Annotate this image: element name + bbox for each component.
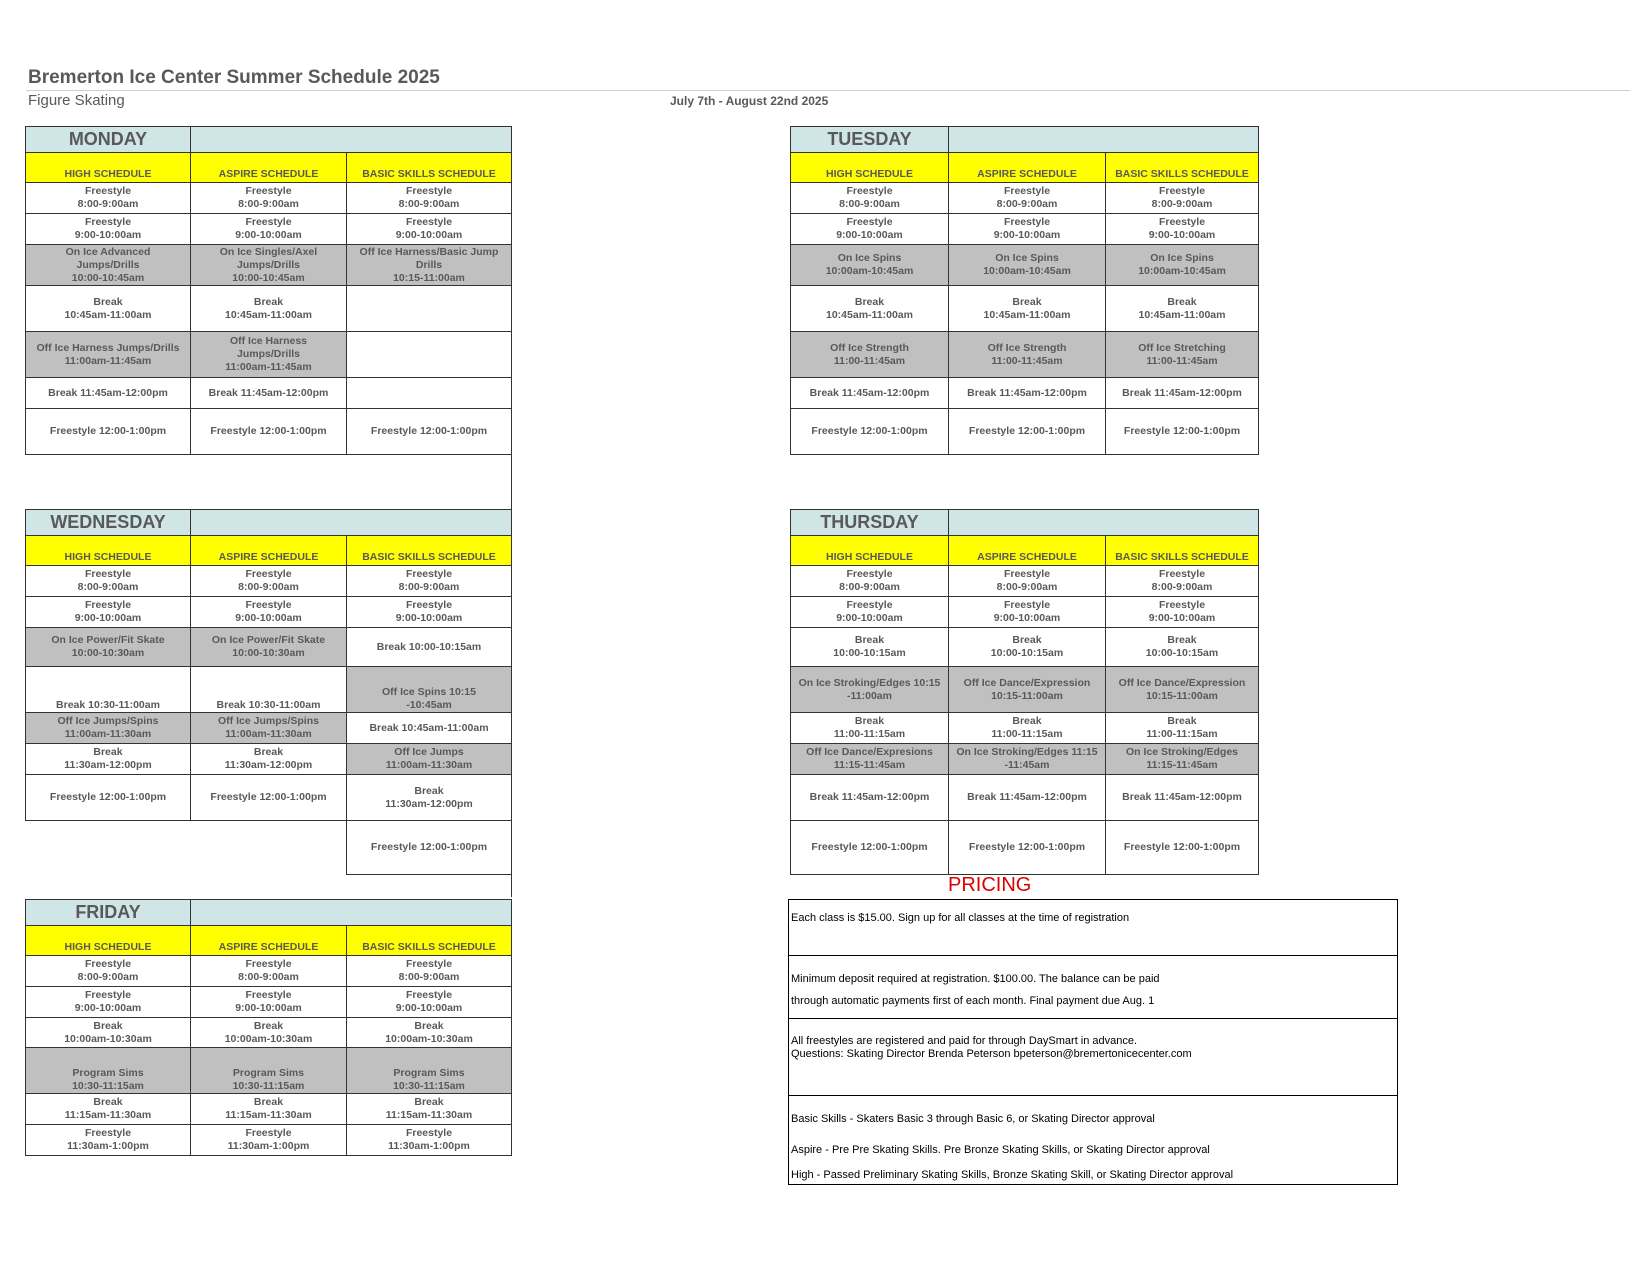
schedule-cell: On Ice Advanced Jumps/Drills 10:00-10:45am xyxy=(26,245,191,286)
schedule-cell: Freestyle 11:30am-1:00pm xyxy=(26,1125,191,1156)
schedule-cell: Freestyle 9:00-10:00am xyxy=(949,597,1106,628)
schedule-cell xyxy=(347,378,512,409)
pricing-line: Each class is $15.00. Sign up for all classes at the time of registration xyxy=(791,912,1130,924)
schedule-cell: Freestyle 8:00-9:00am xyxy=(1106,183,1259,214)
schedule-cell: Freestyle 12:00-1:00pm xyxy=(1106,821,1259,875)
header-divider xyxy=(26,90,1630,91)
schedule-cell: Off Ice Dance/Expresions 11:15-11:45am xyxy=(791,744,949,775)
schedule-cell: Freestyle 8:00-9:00am xyxy=(949,183,1106,214)
pricing-cell xyxy=(789,956,1398,1019)
schedule-cell: Freestyle 12:00-1:00pm xyxy=(1106,409,1259,455)
day-header: FRIDAY xyxy=(26,900,191,926)
schedule-cell: Break 11:30am-12:00pm xyxy=(191,744,347,775)
pricing-title: PRICING xyxy=(948,874,1032,896)
schedule-cell: Freestyle 9:00-10:00am xyxy=(347,597,512,628)
schedule-cell: On Ice Spins 10:00am-10:45am xyxy=(949,245,1106,286)
schedule-cell: Break 10:45am-11:00am xyxy=(26,286,191,332)
empty-cell xyxy=(191,875,347,897)
schedule-cell: Break 10:45am-11:00am xyxy=(191,286,347,332)
schedule-cell: Freestyle 12:00-1:00pm xyxy=(347,821,512,875)
day-header-fill xyxy=(949,510,1259,536)
pricing-cell xyxy=(789,900,1398,956)
wednesday-schedule-table xyxy=(25,509,512,897)
schedule-cell: Off Ice Dance/Expression 10:15-11:00am xyxy=(949,667,1106,713)
column-header-high: HIGH SCHEDULE xyxy=(26,153,191,183)
schedule-cell: Freestyle 11:30am-1:00pm xyxy=(191,1125,347,1156)
pricing-table xyxy=(788,899,1398,1185)
schedule-cell: Break 11:45am-12:00pm xyxy=(1106,378,1259,409)
column-header-aspire: ASPIRE SCHEDULE xyxy=(949,153,1106,183)
schedule-cell: Freestyle 9:00-10:00am xyxy=(791,597,949,628)
schedule-cell: Break 10:00-10:15am xyxy=(949,628,1106,667)
schedule-cell: Off Ice Jumps/Spins 11:00am-11:30am xyxy=(191,713,347,744)
schedule-cell: Freestyle 8:00-9:00am xyxy=(26,956,191,987)
schedule-cell: Freestyle 8:00-9:00am xyxy=(191,956,347,987)
schedule-cell: Off Ice Stretching 11:00-11:45am xyxy=(1106,332,1259,378)
column-header-high: HIGH SCHEDULE xyxy=(791,536,949,566)
column-header-basic: BASIC SKILLS SCHEDULE xyxy=(347,153,512,183)
pricing-cell xyxy=(789,1019,1398,1096)
empty-cell xyxy=(191,455,347,509)
schedule-cell: Off Ice Harness Jumps/Drills 11:00am-11:45am xyxy=(26,332,191,378)
schedule-cell: Program Sims 10:30-11:15am xyxy=(191,1048,347,1094)
schedule-cell: On Ice Stroking/Edges 11:15-11:45am xyxy=(1106,744,1259,775)
schedule-cell: Freestyle 9:00-10:00am xyxy=(347,987,512,1018)
schedule-cell: Break 10:00-10:15am xyxy=(791,628,949,667)
schedule-cell: On Ice Power/Fit Skate 10:00-10:30am xyxy=(191,628,347,667)
day-header-fill xyxy=(191,900,512,926)
schedule-cell: Freestyle 8:00-9:00am xyxy=(347,566,512,597)
schedule-cell: Freestyle 12:00-1:00pm xyxy=(791,409,949,455)
column-header-aspire: ASPIRE SCHEDULE xyxy=(191,536,347,566)
column-header-aspire: ASPIRE SCHEDULE xyxy=(949,536,1106,566)
schedule-cell: Break 11:45am-12:00pm xyxy=(1106,775,1259,821)
schedule-cell: Freestyle 9:00-10:00am xyxy=(791,214,949,245)
schedule-cell: Off Ice Jumps 11:00am-11:30am xyxy=(347,744,512,775)
schedule-cell: On Ice Spins 10:00am-10:45am xyxy=(791,245,949,286)
schedule-cell xyxy=(347,332,512,378)
schedule-cell xyxy=(347,286,512,332)
day-header: THURSDAY xyxy=(791,510,949,536)
schedule-cell: Off Ice Jumps/Spins 11:00am-11:30am xyxy=(26,713,191,744)
pricing-line: Aspire - Pre Pre Skating Skills. Pre Bronze Skating Skills, or Skating Director approval xyxy=(791,1144,1210,1156)
schedule-cell: Program Sims 10:30-11:15am xyxy=(26,1048,191,1094)
day-header-fill xyxy=(191,127,512,153)
schedule-cell: Freestyle 12:00-1:00pm xyxy=(26,775,191,821)
schedule-cell: Freestyle 9:00-10:00am xyxy=(1106,597,1259,628)
page-subtitle: Figure Skating xyxy=(28,92,125,109)
schedule-cell: Freestyle 9:00-10:00am xyxy=(191,597,347,628)
empty-cell xyxy=(347,875,512,897)
schedule-cell: Freestyle 8:00-9:00am xyxy=(191,566,347,597)
schedule-cell: Freestyle 8:00-9:00am xyxy=(26,183,191,214)
pricing-line: Basic Skills - Skaters Basic 3 through Basic 6, or Skating Director approval xyxy=(791,1113,1155,1125)
schedule-cell: Break 11:00-11:15am xyxy=(1106,713,1259,744)
schedule-cell: Break 11:15am-11:30am xyxy=(26,1094,191,1125)
schedule-cell: On Ice Stroking/Edges 11:15 -11:45am xyxy=(949,744,1106,775)
schedule-cell: Freestyle 9:00-10:00am xyxy=(191,214,347,245)
schedule-cell: Break 10:45am-11:00am xyxy=(949,286,1106,332)
season-dates: July 7th - August 22nd 2025 xyxy=(670,94,829,108)
schedule-cell: Break 11:15am-11:30am xyxy=(191,1094,347,1125)
pricing-line: Minimum deposit required at registration. $100.00. The balance can be paid xyxy=(791,973,1160,985)
schedule-cell: Freestyle 9:00-10:00am xyxy=(949,214,1106,245)
schedule-cell: Break 10:00am-10:30am xyxy=(26,1018,191,1048)
empty-cell xyxy=(26,821,191,875)
thursday-schedule-table xyxy=(790,509,1259,875)
schedule-cell: Freestyle 12:00-1:00pm xyxy=(347,409,512,455)
schedule-cell: Freestyle 12:00-1:00pm xyxy=(791,821,949,875)
pricing-cell xyxy=(789,1096,1398,1185)
schedule-cell: Freestyle 12:00-1:00pm xyxy=(949,409,1106,455)
day-header-fill xyxy=(949,127,1259,153)
schedule-cell: Freestyle 12:00-1:00pm xyxy=(191,775,347,821)
schedule-cell: Break 11:00-11:15am xyxy=(949,713,1106,744)
schedule-cell: Freestyle 9:00-10:00am xyxy=(1106,214,1259,245)
schedule-cell: Break 10:00am-10:30am xyxy=(191,1018,347,1048)
schedule-cell: Break 10:45am-11:00am xyxy=(791,286,949,332)
schedule-cell: Freestyle 9:00-10:00am xyxy=(26,214,191,245)
page-title: Bremerton Ice Center Summer Schedule 2025 xyxy=(28,67,440,88)
column-header-aspire: ASPIRE SCHEDULE xyxy=(191,153,347,183)
schedule-cell: Off Ice Strength 11:00-11:45am xyxy=(949,332,1106,378)
schedule-cell: Freestyle 9:00-10:00am xyxy=(26,597,191,628)
column-header-high: HIGH SCHEDULE xyxy=(26,536,191,566)
schedule-cell: On Ice Singles/Axel Jumps/Drills 10:00-10:45am xyxy=(191,245,347,286)
schedule-cell: Freestyle 8:00-9:00am xyxy=(26,566,191,597)
schedule-cell: Freestyle 8:00-9:00am xyxy=(347,183,512,214)
schedule-cell: Break 11:45am-12:00pm xyxy=(191,378,347,409)
schedule-cell: Break 11:45am-12:00pm xyxy=(791,378,949,409)
pricing-line: through automatic payments first of each month. Final payment due Aug. 1 xyxy=(791,995,1155,1007)
schedule-cell: Break 11:45am-12:00pm xyxy=(26,378,191,409)
empty-cell xyxy=(347,455,512,509)
column-header-high: HIGH SCHEDULE xyxy=(791,153,949,183)
schedule-cell: Break 11:15am-11:30am xyxy=(347,1094,512,1125)
schedule-cell: Break 10:00am-10:30am xyxy=(347,1018,512,1048)
schedule-cell: Freestyle 8:00-9:00am xyxy=(949,566,1106,597)
schedule-cell: Break 11:30am-12:00pm xyxy=(347,775,512,821)
schedule-cell: Freestyle 11:30am-1:00pm xyxy=(347,1125,512,1156)
schedule-cell: Off Ice Strength 11:00-11:45am xyxy=(791,332,949,378)
monday-schedule-table xyxy=(25,126,512,509)
schedule-cell: On Ice Power/Fit Skate 10:00-10:30am xyxy=(26,628,191,667)
pricing-line: All freestyles are registered and paid for through DaySmart in advance. xyxy=(791,1035,1138,1047)
schedule-cell: Break 11:45am-12:00pm xyxy=(949,775,1106,821)
schedule-cell: Break 11:45am-12:00pm xyxy=(949,378,1106,409)
column-header-basic: BASIC SKILLS SCHEDULE xyxy=(347,536,512,566)
schedule-cell: Freestyle 8:00-9:00am xyxy=(791,566,949,597)
day-header: WEDNESDAY xyxy=(26,510,191,536)
schedule-cell: Off Ice Dance/Expression 10:15-11:00am xyxy=(1106,667,1259,713)
schedule-cell: Break 10:00-10:15am xyxy=(347,628,512,667)
schedule-cell: On Ice Spins 10:00am-10:45am xyxy=(1106,245,1259,286)
schedule-cell: Off Ice Harness Jumps/Drills 11:00am-11:45am xyxy=(191,332,347,378)
schedule-cell: Break 10:00-10:15am xyxy=(1106,628,1259,667)
schedule-cell: Freestyle 12:00-1:00pm xyxy=(191,409,347,455)
tuesday-schedule-table xyxy=(790,126,1259,455)
schedule-cell: Break 10:45am-11:00am xyxy=(347,713,512,744)
schedule-cell: Program Sims 10:30-11:15am xyxy=(347,1048,512,1094)
day-header: TUESDAY xyxy=(791,127,949,153)
pricing-line: High - Passed Preliminary Skating Skills, Bronze Skating Skill, or Skating Director approval xyxy=(791,1169,1234,1181)
schedule-cell: Freestyle 12:00-1:00pm xyxy=(949,821,1106,875)
empty-cell xyxy=(26,875,191,897)
empty-cell xyxy=(26,455,191,509)
schedule-cell: Break 10:45am-11:00am xyxy=(1106,286,1259,332)
friday-schedule-table xyxy=(25,899,512,1156)
column-header-basic: BASIC SKILLS SCHEDULE xyxy=(347,926,512,956)
schedule-cell: Off Ice Harness/Basic Jump Drills 10:15-11:00am xyxy=(347,245,512,286)
day-header-fill xyxy=(191,510,512,536)
schedule-cell: Freestyle 8:00-9:00am xyxy=(1106,566,1259,597)
schedule-cell: Break 11:30am-12:00pm xyxy=(26,744,191,775)
schedule-cell: On Ice Stroking/Edges 10:15 -11:00am xyxy=(791,667,949,713)
schedule-cell: Break 10:30-11:00am xyxy=(26,667,191,713)
column-header-basic: BASIC SKILLS SCHEDULE xyxy=(1106,153,1259,183)
pricing-line: Questions: Skating Director Brenda Peterson bpeterson@bremertonicecenter.com xyxy=(791,1048,1192,1060)
column-header-basic: BASIC SKILLS SCHEDULE xyxy=(1106,536,1259,566)
column-header-aspire: ASPIRE SCHEDULE xyxy=(191,926,347,956)
schedule-cell: Break 10:30-11:00am xyxy=(191,667,347,713)
schedule-cell: Freestyle 9:00-10:00am xyxy=(191,987,347,1018)
column-header-high: HIGH SCHEDULE xyxy=(26,926,191,956)
empty-cell xyxy=(191,821,347,875)
schedule-cell: Break 11:00-11:15am xyxy=(791,713,949,744)
schedule-cell: Break 11:45am-12:00pm xyxy=(791,775,949,821)
schedule-cell: Freestyle 9:00-10:00am xyxy=(26,987,191,1018)
schedule-cell: Off Ice Spins 10:15 -10:45am xyxy=(347,667,512,713)
schedule-cell: Freestyle 8:00-9:00am xyxy=(191,183,347,214)
schedule-cell: Freestyle 8:00-9:00am xyxy=(791,183,949,214)
day-header: MONDAY xyxy=(26,127,191,153)
schedule-cell: Freestyle 12:00-1:00pm xyxy=(26,409,191,455)
schedule-cell: Freestyle 8:00-9:00am xyxy=(347,956,512,987)
schedule-cell: Freestyle 9:00-10:00am xyxy=(347,214,512,245)
